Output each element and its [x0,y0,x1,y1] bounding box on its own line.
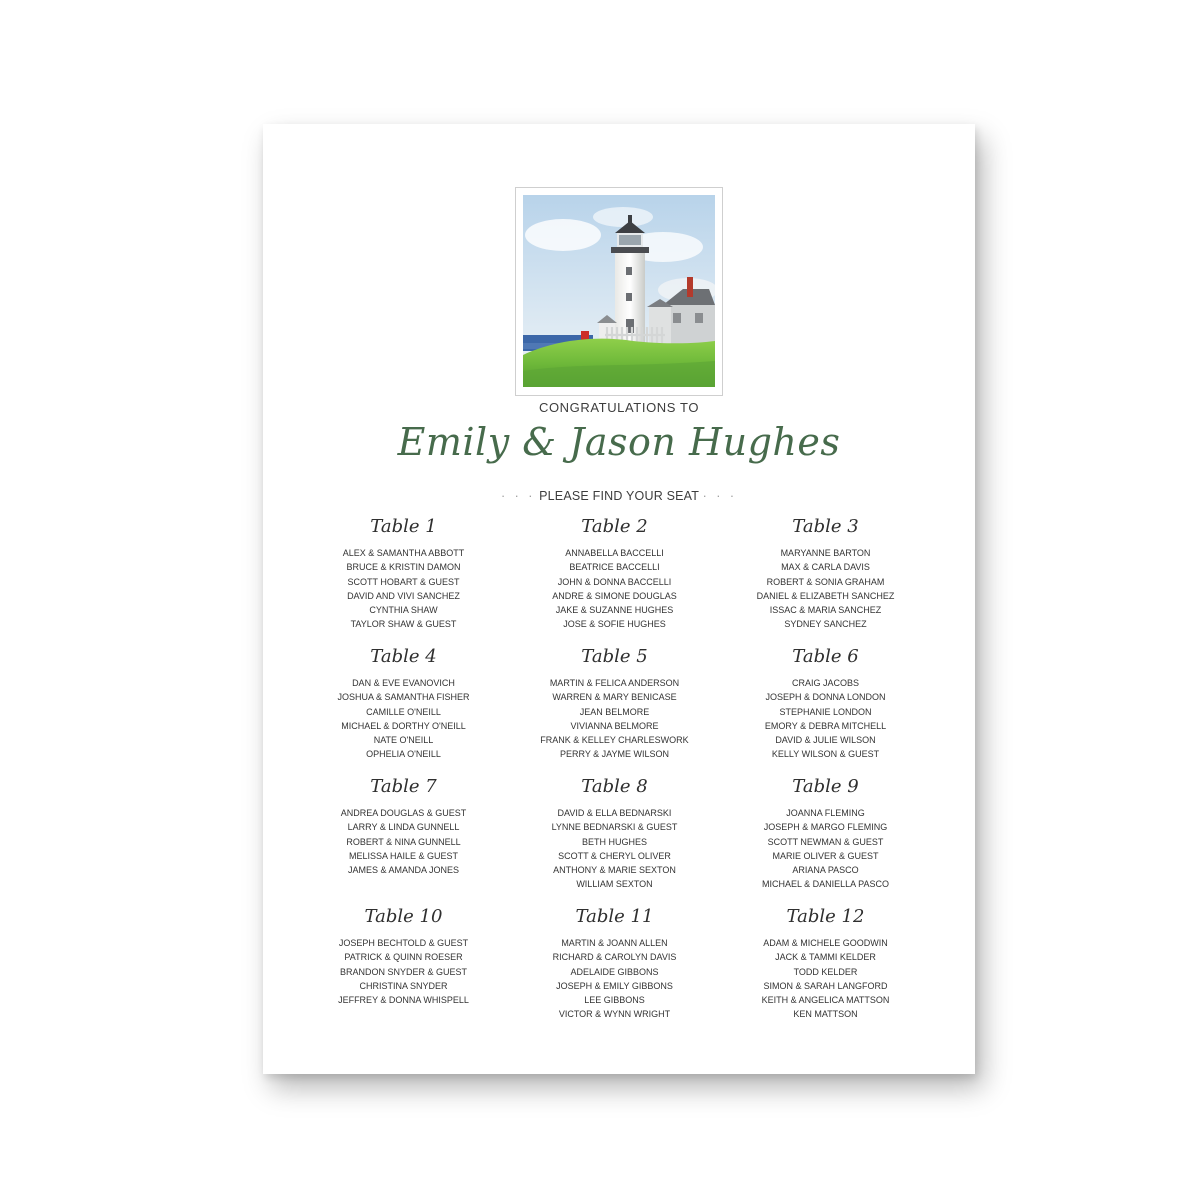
guest-name: STEPHANIE LONDON [779,706,872,717]
guest-name: NATE O'NEILL [373,735,434,746]
guest-name: WARREN & MARY BENICASE [552,692,677,703]
find-seat-text: PLEASE FIND YOUR SEAT [539,489,699,503]
table-title: Table 2 [581,516,648,537]
guest-name: ANDRE & SIMONE DOUGLAS [552,590,677,601]
guest-name: SCOTT & CHERYL OLIVER [558,850,671,861]
seating-grid [298,514,933,1034]
find-seat-subtitle [263,489,975,503]
table-block [720,644,931,774]
guest-name: MAX & CARLA DAVIS [781,562,870,573]
table-block [509,904,720,1034]
guest-name: ANTHONY & MARIE SEXTON [553,865,676,876]
guest-name: ROBERT & NINA GUNNELL [346,836,461,847]
table-block [720,774,931,904]
guest-name: JEFFREY & DONNA WHISPELL [338,995,469,1006]
guest-name: ANNABELLA BACCELLI [565,548,664,558]
guest-name: SCOTT HOBART & GUEST [347,576,460,587]
seating-chart-poster [263,124,975,1074]
guest-name: JOSEPH BECHTOLD & GUEST [338,938,469,948]
guest-name: PATRICK & QUINN ROESER [344,952,463,963]
guest-name: LEE GIBBONS [584,995,645,1006]
table-title: Table 8 [581,776,648,797]
guest-name: JOSEPH & DONNA LONDON [765,692,886,703]
guest-name: EMORY & DEBRA MITCHELL [764,720,887,731]
couple-names: Emily & Jason Hughes [397,420,841,464]
table-block [298,774,509,904]
guest-name: SYDNEY SANCHEZ [784,619,867,630]
guest-name: KEITH & ANGELICA MATTSON [761,995,890,1006]
guest-name: MARTIN & JOANN ALLEN [561,938,668,948]
guest-name: DAN & EVE EVANOVICH [352,678,455,688]
guest-name: JOSEPH & EMILY GIBBONS [556,980,673,991]
guest-name: MICHAEL & DANIELLA PASCO [761,879,890,890]
table-title: Table 6 [792,646,859,667]
guest-name: VIVIANNA BELMORE [570,720,659,731]
guest-name: RICHARD & CAROLYN DAVIS [552,952,677,963]
guest-name: PERRY & JAYME WILSON [559,749,670,760]
guest-name: JOSHUA & SAMANTHA FISHER [337,692,470,703]
lighthouse-illustration [523,195,715,387]
guest-name: CAMILLE O'NEILL [366,706,441,717]
table-block [509,774,720,904]
lighthouse-illustration-frame [515,187,723,396]
table-title: Table 11 [575,906,654,927]
guest-name: JAMES & AMANDA JONES [347,865,460,876]
guest-name: MARTIN & FELICA ANDERSON [549,678,680,688]
guest-name: BETH HUGHES [581,836,647,847]
table-title: Table 7 [370,776,437,797]
guest-name: OPHELIA O'NEILL [366,749,441,760]
guest-name: CYNTHIA SHAW [369,605,438,616]
congratulations-heading: CONGRATULATIONS TO [538,400,700,415]
guest-name: TODD KELDER [793,966,858,977]
guest-name: JOSE & SOFIE HUGHES [563,619,666,630]
guest-name: BRUCE & KRISTIN DAMON [346,562,461,573]
guest-name: JOANNA FLEMING [786,808,865,818]
guest-name: CRAIG JACOBS [791,678,859,688]
guest-name: TAYLOR SHAW & GUEST [350,619,457,630]
guest-name: ANDREA DOUGLAS & GUEST [340,808,467,818]
guest-name: FRANK & KELLEY CHARLESWORK [540,735,689,746]
guest-name: DAVID & ELLA BEDNARSKI [557,808,672,818]
table-title: Table 12 [786,906,865,927]
guest-name: VICTOR & WYNN WRIGHT [558,1009,671,1020]
guest-name: SCOTT NEWMAN & GUEST [767,836,884,847]
right-dots: · · · [702,489,738,503]
table-block [298,514,509,644]
guest-name: SIMON & SARAH LANGFORD [763,980,888,991]
guest-name: KEN MATTSON [793,1009,858,1020]
table-block [509,514,720,644]
guest-name: DANIEL & ELIZABETH SANCHEZ [756,590,895,601]
table-block [509,644,720,774]
guest-name: ADELAIDE GIBBONS [570,966,659,977]
guest-name: JAKE & SUZANNE HUGHES [555,605,674,616]
table-title: Table 10 [364,906,443,927]
table-title: Table 3 [792,516,859,537]
table-block [720,904,931,1034]
guest-name: JEAN BELMORE [579,706,650,717]
guest-name: WILLIAM SEXTON [576,879,653,890]
table-block [720,514,931,644]
guest-name: ARIANA PASCO [792,865,859,876]
guest-name: MELISSA HAILE & GUEST [348,850,459,861]
guest-name: ALEX & SAMANTHA ABBOTT [342,548,465,558]
guest-name: JOHN & DONNA BACCELLI [557,576,672,587]
guest-name: ADAM & MICHELE GOODWIN [763,938,888,948]
guest-name: JOSEPH & MARGO FLEMING [763,822,888,833]
guest-name: KELLY WILSON & GUEST [771,749,880,760]
table-title: Table 1 [370,516,437,537]
guest-name: MARYANNE BARTON [780,548,871,558]
guest-name: LARRY & LINDA GUNNELL [347,822,460,833]
guest-name: LYNNE BEDNARSKI & GUEST [551,822,678,833]
table-title: Table 4 [370,646,437,667]
table-title: Table 5 [581,646,648,667]
guest-name: DAVID AND VIVI SANCHEZ [347,590,460,601]
table-block [298,904,509,1034]
guest-name: BRANDON SNYDER & GUEST [339,966,468,977]
left-dots: · · · [500,489,536,503]
guest-name: ROBERT & SONIA GRAHAM [766,576,885,587]
guest-name: CHRISTINA SNYDER [359,980,448,991]
guest-name: DAVID & JULIE WILSON [775,735,876,746]
table-title: Table 9 [792,776,859,797]
guest-name: ISSAC & MARIA SANCHEZ [769,605,882,616]
guest-name: MICHAEL & DORTHY O'NEILL [341,720,466,731]
table-block [298,644,509,774]
guest-name: JACK & TAMMI KELDER [775,952,876,963]
guest-name: MARIE OLIVER & GUEST [772,850,879,861]
guest-name: BEATRICE BACCELLI [569,562,660,573]
